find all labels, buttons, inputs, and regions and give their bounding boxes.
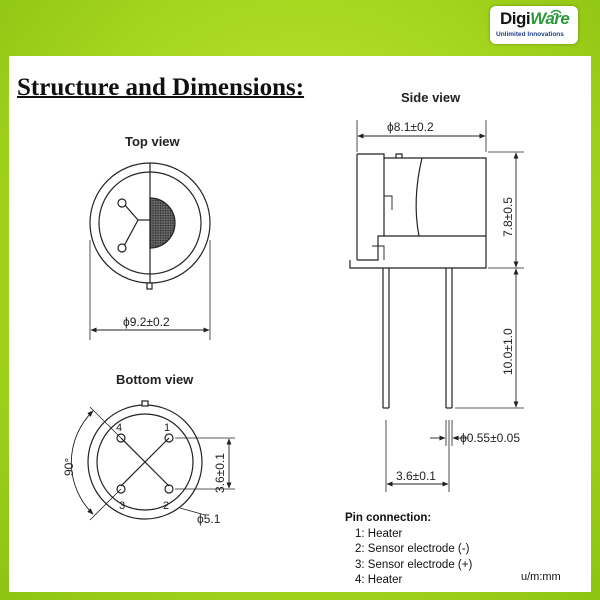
pin-spacing-label: 3.6±0.1 xyxy=(396,469,436,483)
cap-body xyxy=(384,158,486,236)
top-diameter-label: ϕ9.2±0.2 xyxy=(123,315,170,329)
bottom-spacing-label: 3.6±0.1 xyxy=(213,453,227,493)
side-lead-bend xyxy=(357,154,384,158)
pin-connection-item-4: 4: Heater xyxy=(355,574,403,586)
pin-connection-item-2: 2: Sensor electrode (-) xyxy=(355,543,470,555)
top-view-label: Top view xyxy=(125,134,180,149)
bottom-view-drawing xyxy=(71,401,235,520)
base-flange xyxy=(350,236,486,268)
side-weld xyxy=(384,196,392,210)
pin-connection-list xyxy=(345,511,472,589)
top-tab xyxy=(147,283,152,289)
brand-tagline: Unlimited Innovations xyxy=(496,31,564,38)
base-step xyxy=(357,236,384,260)
bottom-pin-2 xyxy=(165,485,173,493)
pin-length-label: 10.0±1.0 xyxy=(501,328,515,375)
pin-diameter-label: ϕ0.55±0.05 xyxy=(460,431,521,445)
pin-number-4: 4 xyxy=(116,422,123,434)
top-pin-upper xyxy=(118,199,126,207)
top-lead-upper xyxy=(124,204,138,220)
pin-number-3: 3 xyxy=(119,500,126,512)
pin-circle-label: ϕ5.1 xyxy=(197,512,221,526)
top-lead-lower xyxy=(124,220,138,246)
angle-ext-b xyxy=(90,489,121,520)
unit-label: u/m:mm xyxy=(521,571,561,583)
page-title: Structure and Dimensions: xyxy=(17,74,305,101)
top-pin-lower xyxy=(118,244,126,252)
top-view-drawing xyxy=(90,163,210,340)
bottom-view-label: Bottom view xyxy=(116,372,194,387)
cap-shade xyxy=(416,158,422,236)
bottom-tab xyxy=(142,401,148,406)
side-diameter-label: ϕ8.1±0.2 xyxy=(387,120,434,134)
angle-label: 90° xyxy=(62,457,76,476)
pin-number-1: 1 xyxy=(164,422,171,434)
pin-number-2: 2 xyxy=(163,500,170,512)
brand-name-b: Ware xyxy=(530,9,570,28)
sensor-mesh xyxy=(150,198,175,248)
pin-connection-item-1: 1: Heater xyxy=(355,527,403,540)
pin-connection-heading: Pin connection: xyxy=(345,512,432,524)
body-height-label: 7.8±0.5 xyxy=(501,197,515,237)
side-view-label: Side view xyxy=(401,90,461,105)
brand-name-a: Digi xyxy=(500,9,531,28)
pin-connection-item-3: 3: Sensor electrode (+) xyxy=(355,558,473,571)
